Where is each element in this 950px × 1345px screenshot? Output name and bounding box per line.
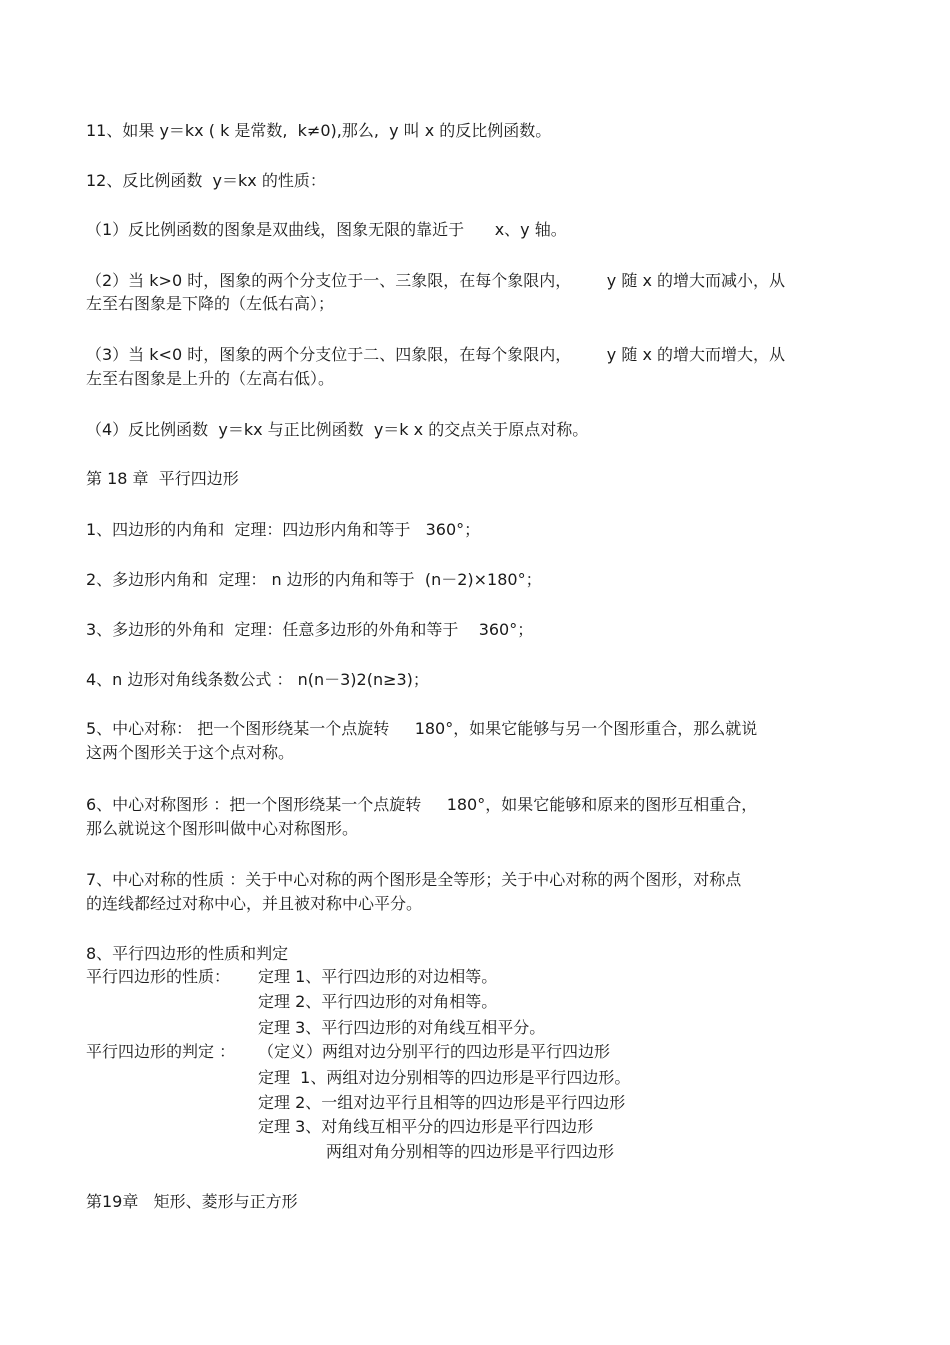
text-line-criteria-theorem-3: 定理 3、对角线互相平分的四边形是平行四边形 — [258, 1117, 594, 1136]
text-line-property-theorem-2: 定理 2、平行四边形的对角相等。 — [258, 992, 498, 1011]
chapter-18-heading: 第 18 章 平行四边形 — [86, 469, 239, 488]
text-line-diagonal-count: 4、n 边形对角线条数公式 ： n(n－3)2(n≥3)； — [86, 670, 429, 689]
chapter-19-heading: 第19章 矩形、菱形与正方形 — [86, 1192, 298, 1211]
text-line-property-2a: （2）当 k>0 时，图象的两个分支位于一、三象限，在每个象限内， y 随 x 的增大而减小，从 — [86, 271, 786, 290]
label-parallelogram-criteria: 平行四边形的判定 ： — [86, 1042, 236, 1061]
text-line-criteria-definition: （定义）两组对边分别平行的四边形是平行四边形 — [258, 1042, 611, 1061]
text-line-polygon-angle-sum: 2、多边形内角和 定理： n 边形的内角和等于 (n－2)×180°； — [86, 570, 542, 589]
text-line-inverse-proportion-def: 11、如果 y＝kx ( k 是常数, k≠0),那么, y 叫 x 的反比例函数。 — [86, 121, 552, 140]
text-line-property-3b: 左至右图象是上升的（左高右低）。 — [86, 369, 335, 388]
text-line-symmetry-property-b: 的连线都经过对称中心，并且被对称中心平分。 — [86, 894, 423, 913]
text-line-quad-angle-sum: 1、四边形的内角和 定理：四边形内角和等于 360°； — [86, 520, 481, 539]
text-line-central-symmetry-b: 这两个图形关于这个点对称。 — [86, 743, 295, 762]
text-line-criteria-theorem-2: 定理 2、一组对边平行且相等的四边形是平行四边形 — [258, 1093, 626, 1112]
text-line-property-2b: 左至右图象是下降的（左低右高）； — [86, 294, 335, 313]
text-line-property-1: （1）反比例函数的图象是双曲线，图象无限的靠近于 x、y 轴。 — [86, 220, 567, 239]
text-line-parallelogram-heading: 8、平行四边形的性质和判定 — [86, 944, 289, 963]
text-line-criteria-theorem-1: 定理 1、两组对边分别相等的四边形是平行四边形。 — [258, 1068, 631, 1087]
text-line-inverse-properties-heading: 12、反比例函数 y＝kx 的性质： — [86, 171, 326, 190]
text-line-symmetric-figure-a: 6、中心对称图形 ：把一个图形绕某一个点旋转 180°，如果它能够和原来的图形互相重合， — [86, 795, 758, 814]
text-line-property-4: （4）反比例函数 y＝kx 与正比例函数 y＝k x 的交点关于原点对称。 — [86, 420, 589, 439]
text-line-criteria-opposite-angles: 两组对角分别相等的四边形是平行四边形 — [326, 1142, 615, 1161]
text-line-property-theorem-3: 定理 3、平行四边形的对角线互相平分。 — [258, 1018, 546, 1037]
text-line-exterior-angle-sum: 3、多边形的外角和 定理：任意多边形的外角和等于 360°； — [86, 620, 534, 639]
label-parallelogram-properties: 平行四边形的性质： — [86, 967, 231, 986]
text-line-central-symmetry-a: 5、中心对称： 把一个图形绕某一个点旋转 180°，如果它能够与另一个图形重合，那么就说 — [86, 719, 758, 738]
text-line-symmetry-property-a: 7、中心对称的性质 ：关于中心对称的两个图形是全等形；关于中心对称的两个图形，对称点 — [86, 870, 742, 889]
text-line-symmetric-figure-b: 那么就说这个图形叫做中心对称图形。 — [86, 819, 359, 838]
text-line-property-theorem-1: 定理 1、平行四边形的对边相等。 — [258, 967, 498, 986]
text-line-property-3a: （3）当 k<0 时，图象的两个分支位于二、四象限，在每个象限内， y 随 x 的增大而增大，从 — [86, 345, 786, 364]
